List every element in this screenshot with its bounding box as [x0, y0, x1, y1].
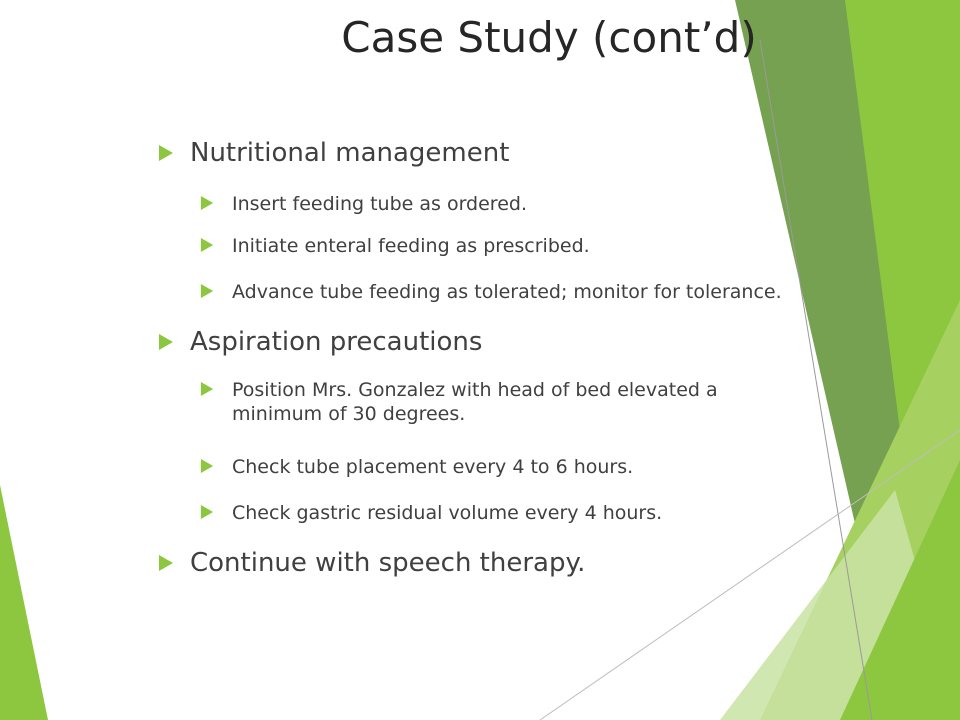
- triangle-bullet-icon: [200, 382, 214, 396]
- bullet-text: Initiate enteral feeding as prescribed.: [232, 235, 590, 257]
- triangle-bullet-icon: [158, 555, 174, 571]
- sub-bullet-advance-tube-feeding: [200, 280, 782, 304]
- triangle-bullet-icon: [200, 284, 214, 298]
- sub-bullet-check-gastric-residual: [200, 501, 662, 525]
- sub-bullet-insert-feeding-tube: [200, 192, 527, 216]
- bullet-text: Check gastric residual volume every 4 hours.: [232, 502, 663, 524]
- bullet-text: Insert feeding tube as ordered.: [232, 193, 527, 215]
- triangle-bullet-icon: [200, 505, 214, 519]
- bullet-continue-speech-therapy: [158, 548, 585, 578]
- sub-bullet-initiate-enteral-feeding: [200, 234, 590, 258]
- triangle-bullet-icon: [200, 238, 214, 252]
- triangle-bullet-icon: [200, 459, 214, 473]
- left-green-strip: [0, 485, 48, 720]
- triangle-bullet-icon: [158, 334, 174, 350]
- sub-bullet-check-tube-placement: [200, 455, 633, 479]
- bullet-list: [158, 0, 948, 720]
- bullet-text: Position Mrs. Gonzalez with head of bed elevated a: [232, 379, 718, 401]
- bullet-text: Aspiration precautions: [190, 327, 483, 357]
- bullet-text: Advance tube feeding as tolerated; monitor for tolerance.: [232, 281, 782, 303]
- sub-bullet-position-patient: [200, 378, 718, 426]
- bullet-nutritional-management: [158, 138, 509, 168]
- bullet-text: Nutritional management: [190, 138, 510, 168]
- bullet-text-continuation: minimum of 30 degrees.: [232, 403, 466, 425]
- triangle-bullet-icon: [158, 145, 174, 161]
- bullet-text: Continue with speech therapy.: [190, 548, 586, 578]
- triangle-bullet-icon: [200, 196, 214, 210]
- bullet-aspiration-precautions: [158, 327, 482, 357]
- slide-title: Case Study (cont’d): [341, 13, 757, 62]
- bullet-text: Check tube placement every 4 to 6 hours.: [232, 456, 634, 478]
